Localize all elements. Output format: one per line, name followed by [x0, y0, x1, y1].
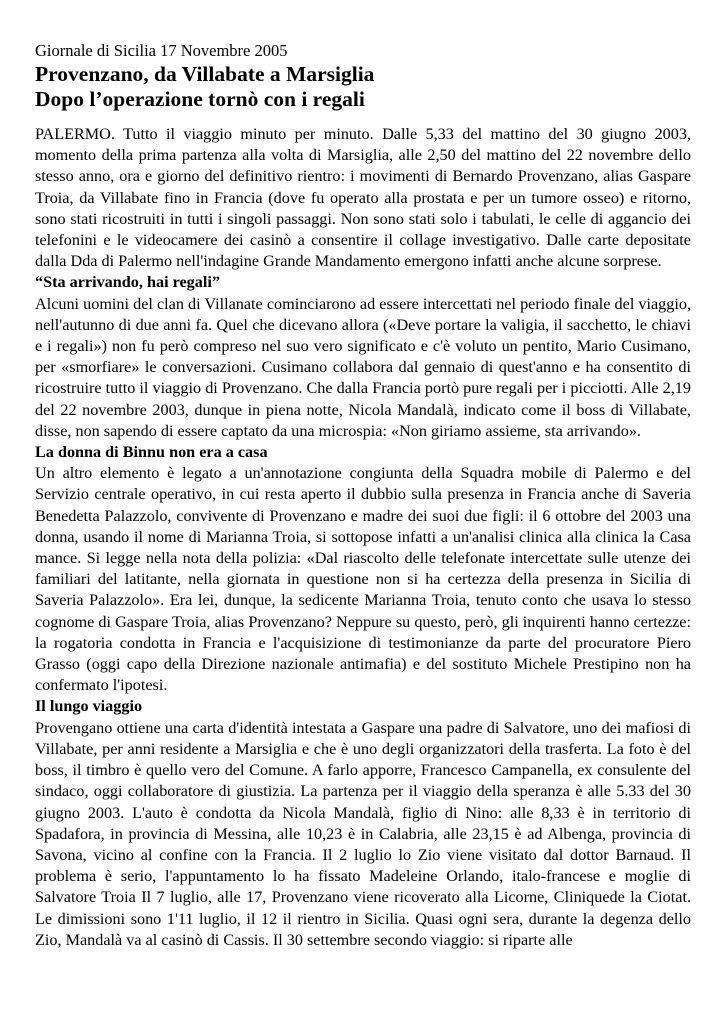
subhead-donna: La donna di Binnu non era a casa — [35, 443, 268, 462]
title-line-2: Dopo l’operazione tornò con i regali — [35, 87, 365, 111]
source-line: Giornale di Sicilia 17 Novembre 2005 — [35, 41, 288, 60]
title-line-1: Provenzano, da Villabate a Marsiglia — [35, 62, 375, 86]
paragraph-donna: Un altro elemento è legato a un'annotazione congiunta della Squadra mobile di Palermo e del Servizio centrale operativo, in cui resta aperto il dubbio sulla presenza in Francia anche di Saveria Benedetta Palazzolo, convivente di Provenzano e madre dei suoi due figli: il 6 ottobre del 2003 una donna, usando il nome di Marianna Troia, si sottopose infatti a un'analisi clinica alla clinica la Casa mance. Si legge nella nota della polizia: «Dal riascolto delle telefonate intercettate sulle utenze dei familiari del latitante, nella giornata in questione non si ha certezza della presenza in Sicilia di Saveria Palazzolo». Era lei, dunque, la sedicente Marianna Troia, tenuto conto che usava lo stesso cognome di Gaspare Troia, alias Provenzano? Neppure su questo, però, gli inquirenti hanno certezze: la rogatoria condotta in Francia e l'acquisizione di testimonianze da parte del procuratore Piero Grasso (oggi capo della Direzione nazionale antimafia) e del sostituto Michele Prestipino non ha confermato l'ipotesi. — [35, 464, 691, 695]
paragraph-intro: PALERMO. Tutto il viaggio minuto per minuto. Dalle 5,33 del mattino del 30 giugno 2003, momento della prima partenza alla volta di Marsiglia, alle 2,50 del mattino del 22 novembre dello stesso anno, ora e giorno del definitivo rientro: i movimenti di Bernardo Provenzano, alias Gaspare Troia, da Villabate fino in Francia (dove fu operato alla prostata e per un tumore osseo) e ritorno, sono stati ricostruiti in tutti i singoli passaggi. Non sono stati solo i tabulati, le celle di aggancio dei telefonini e le videocamere dei casinò a consentire il collage investigativo. Dalle carte depositate dalla Dda di Palermo nell'indagine Grande Mandamento emergono infatti anche alcune sorprese. — [35, 125, 691, 271]
subhead-regali: “Sta arrivando, hai regali” — [35, 273, 220, 292]
subhead-viaggio: Il lungo viaggio — [35, 697, 143, 716]
paragraph-regali: Alcuni uomini del clan di Villanate cominciarono ad essere intercettati nel periodo finale del viaggio, nell'autunno di due anni fa. Quel che dicevano allora («Deve portare la valigia, il sacchetto, le chiavi e i regali») non fu però compreso nel suo vero significato e c'è voluto un pentito, Mario Cusimano, per «smorfiare» le conversazioni. Cusimano collabora dal gennaio di quest'anno e ha consentito di ricostruire tutto il viaggio di Provenzano. Che dalla Francia portò pure regali per i picciotti. Alle 2,19 del 22 novembre 2003, dunque in piena notte, Nicola Mandalà, indicato come il boss di Villabate, disse, non sapendo di essere captato da una microspia: «Non giriamo assieme, sta arrivando». — [35, 294, 691, 440]
spacer — [35, 112, 691, 124]
paragraph-viaggio: Provengano ottiene una carta d'identità intestata a Gaspare una padre di Salvatore, uno dei mafiosi di Villabate, per anni residente a Marsiglia e che è uno degli organizzatori della trasferta. La foto è del boss, il timbro è quello vero del Comune. A farlo apporre, Francesco Campanella, ex consulente del sindaco, oggi collaboratore di giustizia. La partenza per il viaggio della speranza è alle 5.33 del 30 giugno 2003. L'auto è condotta da Nicola Mandalà, figlio di Nino: alle 8,33 è in territorio di Spadafora, in provincia di Messina, alle 10,23 è in Calabria, alle 23,15 è ad Albenga, provincia di Savona, vicino al confine con la Francia. Il 2 luglio lo Zio viene visitato dal dottor Barnaud. Il problema è serio, l'appuntamento lo ha fissato Madeleine Orlando, italo-francese e moglie di Salvatore Troia Il 7 luglio, alle 17, Provenzano viene ricoverato alla Licorne, Cliniquede la Ciotat. Le dimissioni sono 1'11 luglio, il 12 il rientro in Sicilia. Quasi ogni sera, durante la degenza dello Zio, Mandalà va al casinò di Cassis. Il 30 settembre secondo viaggio: si riparte alle — [35, 718, 691, 949]
